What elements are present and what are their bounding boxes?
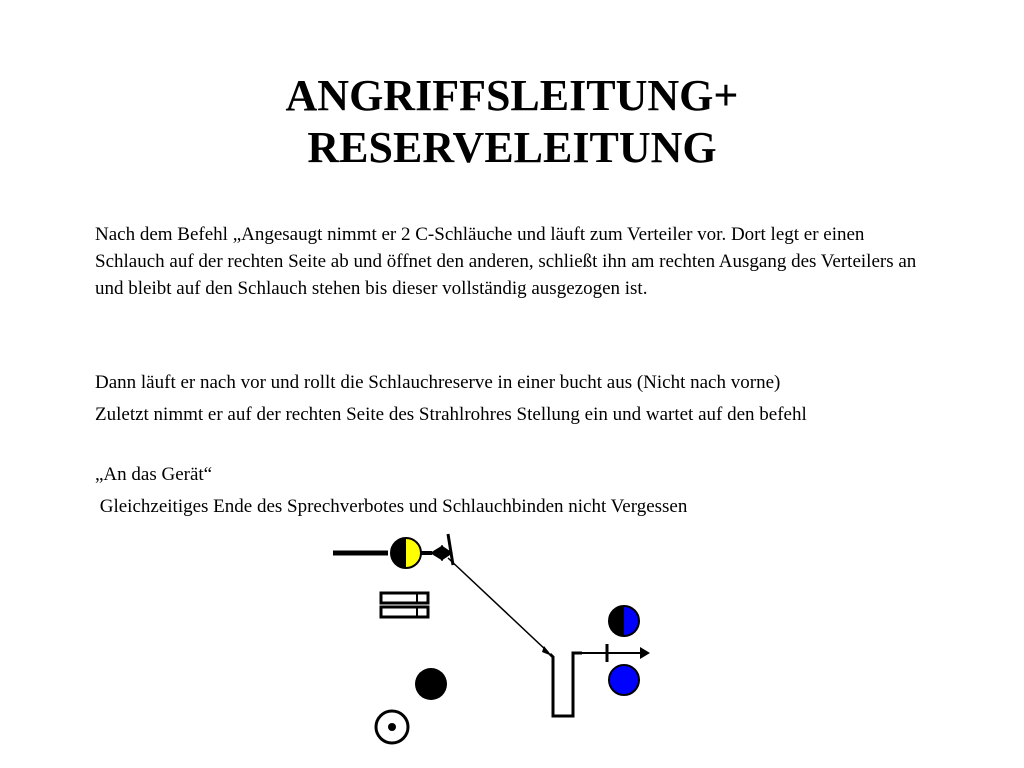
paragraph-befehl-angesaugt: Nach dem Befehl „Angesaugt nimmt er 2 C-Schläuche und läuft zum Verteiler vor. Dort legt er einen Schlauch auf der rechten Seite ab und öffnet den anderen, schließt ihn am rechten Ausgang des Verteilers an und bleibt auf den Schlauch stehen bis dieser vollständig ausgezogen ist. [95,224,917,299]
slide-title [0,70,1024,174]
paragraph-an-das-geraet: „An das Gerät“ [95,464,213,485]
reserve-loop-hose [550,653,582,716]
black-circle-person [415,668,447,700]
paragraph-sprechverbot: Gleichzeitiges Ende des Sprechverbotes und Schlauchbinden nicht Vergessen [95,496,688,517]
hose-pair-icon [381,593,428,617]
half-yellow-circle-person [391,538,421,568]
title-line-1: ANGRIFFSLEITUNG+ [285,71,739,120]
nozzle-arrow-icon [582,644,650,662]
diagonal-hose-line [448,558,548,652]
target-circle-icon [376,711,408,743]
title-line-2: RESERVELEITUNG [307,123,717,172]
distributor-arrow-icon [421,534,453,565]
hose-deployment-diagram [320,520,670,755]
paragraph-schlauchreserve: Dann läuft er nach vor und rollt die Schlauchreserve in einer bucht aus (Nicht nach vorne) [95,372,781,393]
paragraph-stellung: Zuletzt nimmt er auf der rechten Seite des Strahlrohres Stellung ein und wartet auf den befehl [95,404,807,425]
half-blue-circle-person [609,606,639,636]
blue-circle-person [609,665,639,695]
